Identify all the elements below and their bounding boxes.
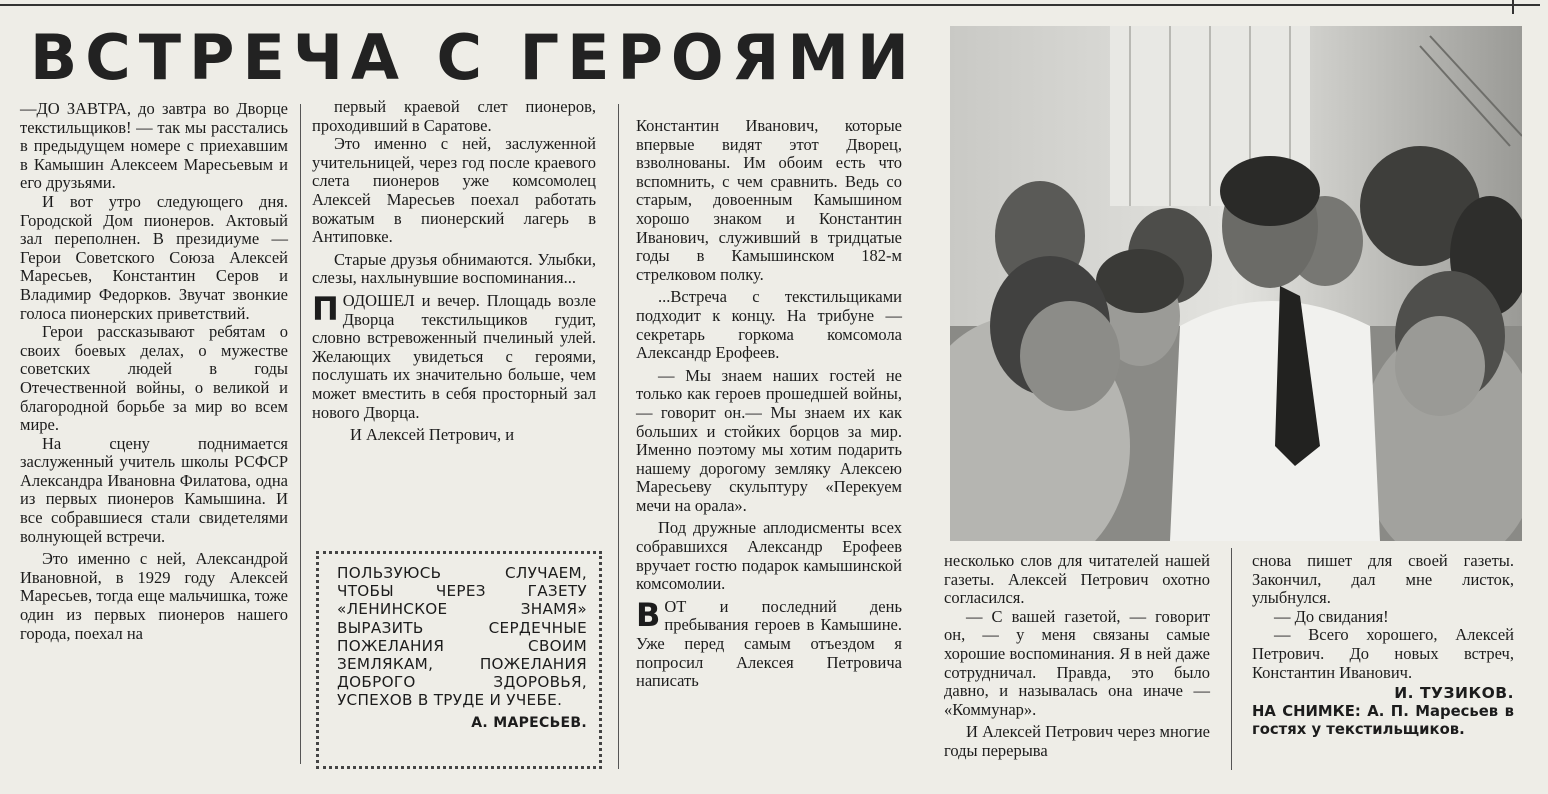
photo-maresyev-with-textile-workers: [950, 26, 1522, 541]
col3-paragraph-5: [636, 595, 902, 691]
col1-paragraph-4: На сцену поднимается заслуженный учитель школы РСФСР Александра Ивановна Филатова, одна из первых пионеров Камышина. И все собравшиеся стали свидетелями волнующей встречи.: [20, 433, 288, 546]
column-5: [1252, 552, 1514, 740]
caption-label: НА СНИМКЕ:: [1252, 702, 1361, 720]
col1-paragraph-5: Это именно с ней, Александрой Ивановной, в 1929 году Алексей Маресьев, тогда еще мальчишка, тоже один из первых пионеров нашего города, поехал на: [20, 549, 288, 643]
col5-paragraph-2: — До свидания!: [1274, 606, 1389, 626]
maresyev-message-box: [316, 551, 602, 769]
column-1: [20, 100, 288, 643]
col2-paragraph-2: Это именно с ней, заслуженной учительницей, через год после краевого слета пионеров уже комсомолец Алексей Маресьев поехал работать вожатым в пионерский лагерь в Антиповке.: [312, 134, 596, 247]
col4-paragraph-1: несколько слов для читателей нашей газеты. Алексей Петрович охотно согласился.: [944, 551, 1210, 608]
col2-paragraph-1: первый краевой слет пионеров, проходивший в Саратове.: [312, 97, 596, 135]
box-message: ПОЛЬЗУЮСЬ СЛУЧАЕМ, ЧТОБЫ ЧЕРЕЗ ГАЗЕТУ «ЛЕНИНСКОЕ ЗНАМЯ» ВЫРАЗИТЬ СЕРДЕЧНЫЕ ПОЖЕЛАНИЯ СВОИМ ЗЕМЛЯКАМ, ПОЖЕЛАНИЯ ДОБРОГО ЗДОРОВЬЯ, УСПЕХОВ В ТРУДЕ И УЧЕБЕ.: [337, 564, 587, 710]
caption-text: А. П. Маресьев в гостях у текстильщиков.: [1252, 702, 1514, 739]
col5-paragraph-1: снова пишет для своей газеты. Закончил, дал мне листок, улыбнулся.: [1252, 551, 1514, 608]
column-3: [636, 117, 902, 691]
column-2: [312, 98, 596, 445]
top-right-tick: [1512, 0, 1514, 14]
box-signature: А. МАРЕСЬЕВ.: [471, 714, 587, 731]
col3-paragraph-2: ...Встреча с текстильщиками подходит к концу. На трибуне — секретарь горкома комсомола Александр Ерофеев.: [636, 287, 902, 363]
col2-paragraph-5: И Алексей Петрович, и: [350, 425, 515, 445]
col1-paragraph-3: Герои рассказывают ребятам о своих боевых делах, о мужестве советских людей в годы Отечественной войны, о великой и благородной борьбе за мир во всем мире.: [20, 322, 288, 435]
col2-paragraph-4: [312, 289, 596, 422]
col3-drop-cap: В: [636, 595, 661, 634]
headline: ВСТРЕЧА С ГЕРОЯМИ: [30, 21, 917, 94]
column-divider-4: [1231, 548, 1232, 770]
column-4: [944, 552, 1210, 761]
photo-image: [950, 26, 1522, 541]
col1-paragraph-2: И вот утро следующего дня. Городской Дом пионеров. Актовый зал переполнен. В президиуме — Герои Советского Союза Алексей Маресьев, Константин Серов и Владимир Федорков. Звучат звонкие голоса пионерских приветствий.: [20, 191, 288, 323]
author-signature: И. ТУЗИКОВ.: [1394, 684, 1514, 703]
col5-paragraph-3: — Всего хорошего, Алексей Петрович. До новых встреч, Константин Иванович.: [1252, 625, 1514, 682]
col2-text-4: ОДОШЕЛ и вечер. Площадь возле Дворца текстильщиков гудит, словно встревоженный пчелиный улей. Желающих увидеться с героями, послушать их значительно больше, чем может вместить в себя просторный зал нового Дворца.: [312, 290, 596, 422]
top-rule: [0, 4, 1540, 6]
col3-paragraph-3: — Мы знаем наших гостей не только как героев прошедшей войны, — говорит он.— Мы знаем их как больших и стойких борцов за мир. Именно поэтому мы хотим подарить нашему дорогому земляку Алексею Маресьеву скульптуру «Перекуем мечи на орала».: [636, 365, 902, 515]
col4-paragraph-3: И Алексей Петрович через многие годы перерыва: [944, 722, 1210, 760]
col2-drop-cap: П: [312, 289, 339, 328]
col1-paragraph-1: [20, 100, 288, 193]
col3-paragraph-1: Константин Иванович, которые впервые видят этот Дворец, взволнованы. Им обоим есть что вспомнить, с чем сравнить. Ведь со старым, довоенным Камышином хорошо знаком и Константин Иванович, служивший в тридцатые годы в Камышинском 182-м стрелковом полку.: [636, 116, 902, 284]
col3-text-5: ОТ и последний день пребывания героев в Камышине. Уже перед самым отъездом я попросил Алексея Петровича написать: [636, 596, 902, 691]
photo-caption: [1252, 703, 1514, 740]
col3-paragraph-4: Под дружные аплодисменты всех собравшихся Александр Ерофеев вручает гостю подарок камышинской комсомолии.: [636, 518, 902, 594]
col1-text-1: —ДО ЗАВТРА, до завтра во Дворце текстильщиков! — так мы расстались в предыдущем номере с приехавшим в Камышин Алексеем Маресьевым и его друзьями.: [20, 99, 288, 193]
column-divider-2: [618, 104, 619, 769]
col4-paragraph-2: — С вашей газетой, — говорит он, — у меня связаны самые хорошие воспоминания. Я в ней даже сотрудничал. Правда, это было давно, и называлась она иначе — «Коммунар».: [944, 606, 1210, 719]
column-divider-1: [300, 104, 301, 764]
col2-paragraph-3: Старые друзья обнимаются. Улыбки, слезы, нахлынувшие воспоминания...: [312, 249, 596, 288]
